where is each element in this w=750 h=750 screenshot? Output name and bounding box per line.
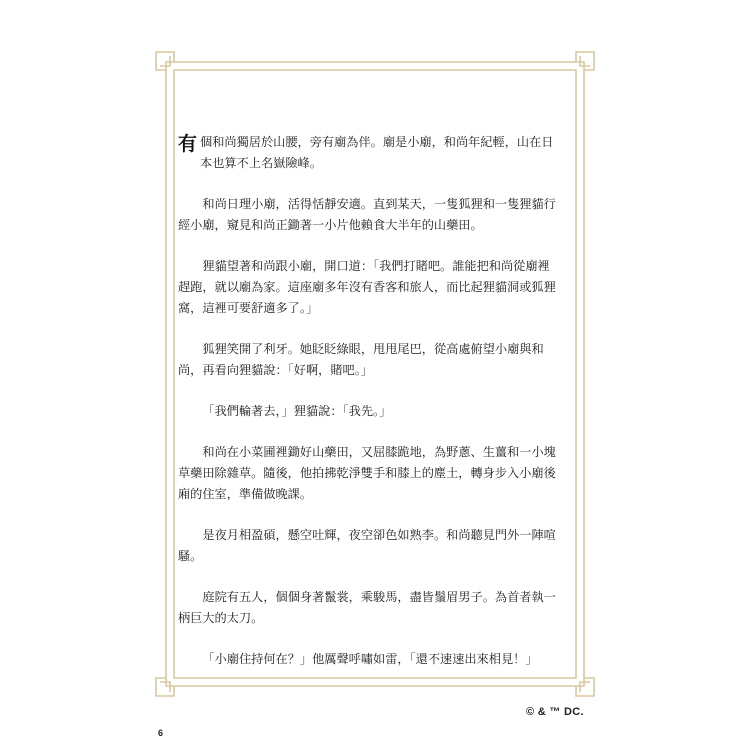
paragraph-text: 個和尚獨居於山腰，旁有廟為伴。廟是小廟，和尚年紀輕，山在日本也算不上名嶽險峰。 [200, 135, 554, 170]
copyright-notice: © & ™ DC. [526, 706, 584, 718]
paragraph: 庭院有五人，個個身著鬣裳，乘駿馬，盡皆鬚眉男子。為首者執一柄巨大的太刀。 [178, 590, 556, 625]
paragraph: 「我們輪著去，」狸貓說：「我先。」 [202, 404, 392, 418]
paragraph: 和尚日理小廟，活得恬靜安適。直到某天，一隻狐狸和一隻狸貓行經小廟，窺見和尚正鋤著一小片他賴食大半年的山藥田。 [178, 197, 556, 232]
story-text [178, 132, 558, 690]
paragraph: 「小廟住持何在？」他厲聲呼嘯如雷，「還不速速出來相見！」 [202, 652, 538, 666]
drop-cap: 有 [178, 133, 198, 155]
paragraph [178, 132, 558, 174]
paragraph: 狐狸笑開了利牙。她眨眨綠眼，甩甩尾巴，從高處俯望小廟與和尚，再看向狸貓說：「好啊，賭吧。」 [178, 342, 544, 377]
paragraph: 狸貓望著和尚跟小廟，開口道：「我們打賭吧。誰能把和尚從廟裡趕跑，就以廟為家。這座廟多年沒有香客和旅人，而比起狸貓洞或狐狸窩，這裡可要舒適多了。」 [178, 259, 556, 315]
page-number: 6 [158, 728, 164, 738]
paragraph: 和尚在小菜圃裡鋤好山藥田，又屈膝跪地，為野蔥、生薑和一小塊草藥田除雜草。隨後，他拍拂乾淨雙手和膝上的塵土，轉身步入小廟後廂的住室，準備做晚課。 [178, 445, 556, 501]
paragraph: 是夜月相盈碩，懸空吐輝，夜空卻色如熟李。和尚聽見門外一陣喧騷。 [178, 528, 556, 563]
